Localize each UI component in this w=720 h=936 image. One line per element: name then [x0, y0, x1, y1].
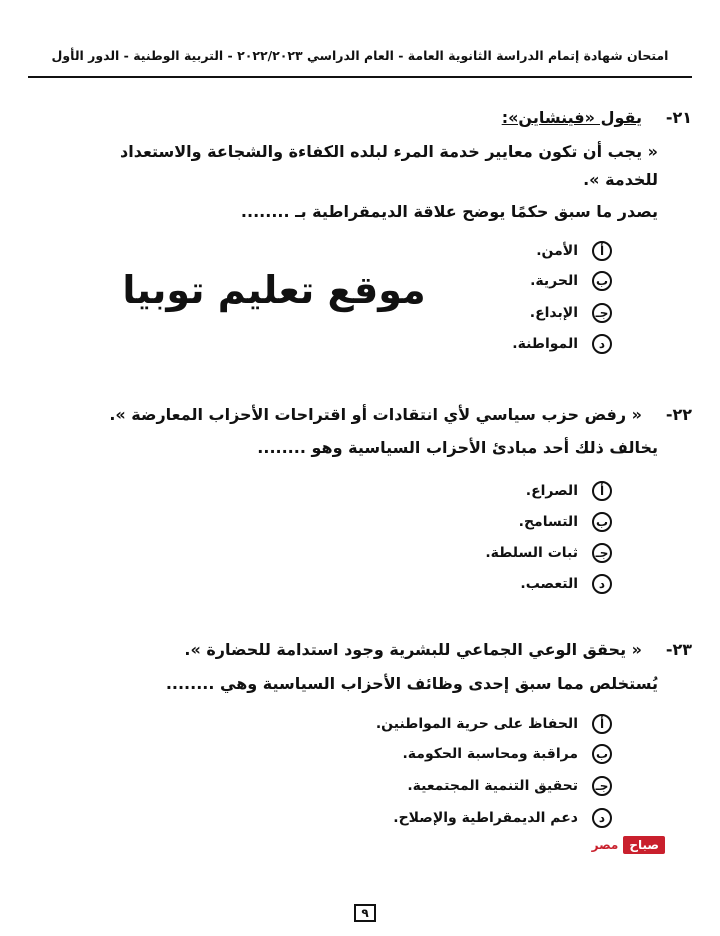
question-22-prompt: يخالف ذلك أحد مبادئ الأحزاب السياسية وهو ........ [257, 438, 658, 457]
question-21-quote-line1: « يجب أن تكون معايير خدمة المرء لبلده الكفاءة والشجاعة والاستعداد [120, 142, 658, 161]
site-watermark: موقع تعليم توبيا [122, 268, 426, 312]
option-letter-circle: ب [592, 744, 612, 764]
option-text: التسامح. [518, 514, 578, 530]
question-22-quote: « رفض حزب سياسي لأي انتقادات أو اقتراحات الأحزاب المعارضة ». [109, 405, 642, 424]
question-22-option-a[interactable] [526, 478, 612, 504]
option-text: ثبات السلطة. [485, 545, 578, 561]
option-text: الإبداع. [529, 305, 578, 321]
question-23-option-c[interactable] [407, 773, 612, 799]
question-21-number: ٢١- [665, 108, 692, 127]
question-21-option-d[interactable] [512, 331, 612, 357]
logo-box-text: صباح [623, 836, 665, 854]
page-number: ٩ [354, 904, 376, 922]
question-21-option-c[interactable] [530, 300, 612, 326]
option-text: الأمن. [536, 243, 578, 259]
question-22-option-d[interactable] [520, 571, 612, 597]
header-divider [28, 76, 692, 78]
exam-header: امتحان شهادة إتمام الدراسة الثانوية العامة - العام الدراسي ٢٠٢٢/٢٠٢٣ - التربية الوطنية - الدور الأول [51, 48, 669, 63]
question-21-intro: يقول «فينشاين»: [501, 108, 642, 127]
option-text: الحرية. [530, 273, 578, 289]
logo-text: مصر [591, 838, 619, 852]
question-22-option-c[interactable] [485, 540, 612, 566]
question-23-option-a[interactable] [376, 711, 612, 737]
option-text: الصراع. [525, 483, 578, 499]
option-letter-circle: جـ [592, 303, 612, 323]
option-letter-circle: د [592, 808, 612, 828]
option-text: دعم الديمقراطية والإصلاح. [393, 810, 578, 826]
option-letter-circle: أ [592, 714, 612, 734]
option-letter-circle: جـ [592, 776, 612, 796]
option-letter-circle: جـ [592, 543, 612, 563]
question-21-prompt: يصدر ما سبق حكمًا يوضح علاقة الديمقراطية بـ ........ [240, 202, 658, 221]
option-text: مراقبة ومحاسبة الحكومة. [402, 746, 578, 762]
question-23-prompt: يُستخلص مما سبق إحدى وظائف الأحزاب السياسية وهي ........ [165, 674, 658, 693]
option-letter-circle: أ [592, 241, 612, 261]
question-23-quote: « يحقق الوعي الجماعي للبشرية وجود استدامة للحضارة ». [184, 640, 642, 659]
question-21-option-a[interactable] [536, 238, 612, 264]
question-21-option-b[interactable] [530, 268, 612, 294]
option-letter-circle: أ [592, 481, 612, 501]
option-letter-circle: ب [592, 271, 612, 291]
option-letter-circle: د [592, 574, 612, 594]
question-23-option-d[interactable] [393, 805, 612, 831]
option-letter-circle: ب [592, 512, 612, 532]
question-21-quote-line2: للخدمة ». [583, 170, 658, 189]
option-text: الحفاظ على حرية المواطنين. [375, 716, 578, 732]
option-letter-circle: د [592, 334, 612, 354]
question-22-number: ٢٢- [665, 405, 692, 424]
question-23-option-b[interactable] [402, 741, 612, 767]
question-23-number: ٢٣- [665, 640, 692, 659]
question-22-option-b[interactable] [519, 509, 612, 535]
option-text: التعصب. [520, 576, 578, 592]
option-text: تحقيق التنمية المجتمعية. [407, 778, 578, 794]
option-text: المواطنة. [512, 336, 578, 352]
sabah-masr-logo [557, 834, 665, 856]
